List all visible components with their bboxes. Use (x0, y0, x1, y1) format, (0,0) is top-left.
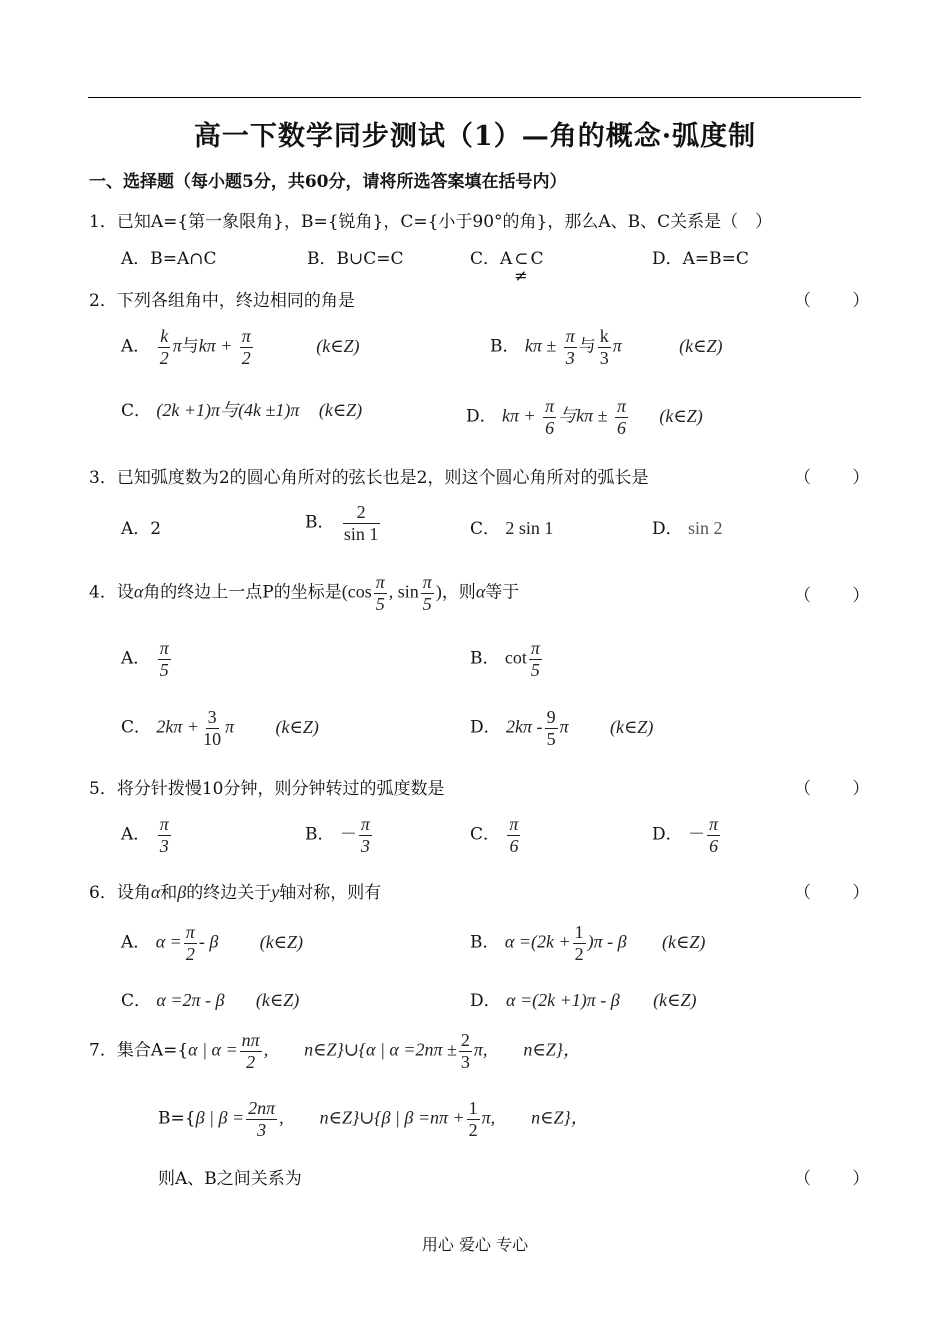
fraction (184, 922, 197, 964)
numerator: π (530, 638, 540, 658)
option-label: D． (470, 717, 501, 738)
option-label: A． (121, 932, 151, 953)
q1-option-d: D．A=B=C (652, 249, 749, 269)
numerator: k (160, 326, 169, 346)
numerator: 1 (574, 922, 584, 942)
math-term: ) (435, 581, 442, 602)
math-term: , n∈Z}∪{β | β =nπ + (279, 1107, 465, 1128)
math-term: (2k +1)π与(4k ±1)π (156, 400, 300, 420)
condition: (k∈Z) (679, 335, 723, 356)
denominator: 3 (460, 1051, 470, 1072)
numerator: π (509, 814, 519, 834)
denominator: 3 (360, 835, 370, 856)
denominator: 5 (159, 659, 169, 680)
denominator: 3 (257, 1119, 267, 1140)
q7-set-a (89, 1030, 581, 1072)
q3-option-d (652, 514, 723, 539)
q6-option-b (470, 922, 705, 964)
fraction (342, 502, 381, 544)
denominator: 2 (241, 347, 251, 368)
math-term: )π - β (587, 931, 627, 952)
stem-text: 6．设角 (89, 883, 151, 903)
math-term: β | β = (195, 1107, 245, 1128)
q1-stem: 1．已知A={第一象限角}，B={锐角}，C={小于90°的角}，那么A、B、C关系是（ ） (89, 212, 773, 232)
fraction (246, 1098, 277, 1140)
option-label: A． (121, 648, 151, 669)
stem-text: 角的终边上一点P的坐标是 (143, 582, 342, 603)
condition: (k∈Z) (653, 990, 697, 1010)
q4-option-c (121, 707, 319, 749)
q4-option-b (470, 638, 544, 680)
option-label: C． (121, 991, 152, 1011)
option-label: D． (652, 519, 683, 539)
q1-option-a: A．B=A∩C (121, 249, 217, 269)
fraction (598, 326, 611, 368)
math-term: (cos (341, 581, 372, 602)
q4-option-d (470, 707, 653, 749)
q1-option-b: B．B∪C=C (307, 249, 404, 269)
q6-option-d (470, 986, 696, 1011)
q3-option-a: A．2 (121, 519, 162, 539)
numerator: π (616, 396, 626, 416)
q5-option-b (305, 814, 374, 856)
numerator: 2nπ (248, 1098, 276, 1118)
denominator: 2 (246, 1051, 256, 1072)
math-term: β (177, 882, 187, 902)
q2-stem: 2．下列各组角中，终边相同的角是 (89, 291, 355, 311)
denominator: 5 (546, 728, 556, 749)
q2-option-d (466, 396, 703, 438)
math-term: α | α = (188, 1039, 238, 1060)
stem-text: 7．集合A={ (89, 1040, 189, 1061)
section-heading: 一、选择题（每小题5分，共60分，请将所选答案填在括号内） (89, 172, 567, 192)
q5-option-a (121, 814, 173, 856)
option-label: C． (470, 519, 501, 539)
q4-answer-paren: （ ） (794, 586, 888, 606)
math-term: , sin (388, 581, 419, 602)
math-term: kπ + (198, 335, 233, 356)
math-term: 与kπ ± (558, 405, 608, 426)
option-label: B． (470, 648, 500, 669)
fraction (201, 707, 223, 749)
option-label: D． (466, 406, 497, 427)
page-title: 高一下数学同步测试（1）—角的概念·弧度制 (193, 121, 757, 152)
denominator: 2 (468, 1119, 478, 1140)
stem-text: 等于 (485, 582, 520, 603)
fraction (707, 814, 720, 856)
numerator: π (241, 326, 251, 346)
fraction (529, 638, 542, 680)
math-term: , n∈Z}∪{α | α =2nπ ± (263, 1039, 457, 1060)
math-term: 2kπ + (156, 716, 200, 737)
fraction (573, 922, 586, 964)
q1-c-not-equal-symbol: ≠ (514, 266, 528, 285)
q7-set-b (158, 1098, 589, 1140)
denominator: 5 (375, 593, 385, 614)
condition: (k∈Z) (610, 716, 654, 737)
numerator: π (565, 326, 575, 346)
math-term: kπ ± (524, 335, 557, 356)
minus-sign: － (339, 824, 357, 845)
math-term: α = (155, 931, 182, 952)
denominator: 5 (530, 659, 540, 680)
fraction (467, 1098, 480, 1140)
math-term: π, n∈Z}， (473, 1039, 581, 1060)
q6-option-c (121, 986, 299, 1011)
denominator: 3 (159, 835, 169, 856)
q5-option-c (470, 814, 522, 856)
fraction (240, 326, 253, 368)
numerator: π (159, 638, 169, 658)
q3-answer-paren: （ ） (794, 468, 888, 488)
numerator: nπ (241, 1030, 260, 1050)
numerator: 9 (546, 707, 556, 727)
q1-option-c (470, 244, 544, 285)
denominator: 6 (709, 835, 719, 856)
math-term: π (612, 335, 622, 356)
option-label: A． (121, 824, 151, 845)
math-term: α (475, 581, 486, 602)
denominator: sin 1 (343, 523, 379, 544)
q6-option-a (121, 922, 303, 964)
option-label: A． (121, 336, 151, 357)
condition: (k∈Z) (316, 335, 360, 356)
denominator: 6 (616, 417, 626, 438)
header-rule (88, 97, 861, 98)
q3-option-c (470, 514, 553, 539)
stem-text: ，则 (441, 582, 476, 603)
q4-stem (89, 572, 519, 614)
numerator: π (360, 814, 370, 834)
q6-answer-paren: （ ） (794, 883, 888, 903)
fraction (545, 707, 558, 749)
math-term: α (150, 882, 161, 902)
numerator: π (422, 572, 432, 592)
math-term: π (559, 716, 569, 737)
numerator: 3 (207, 707, 217, 727)
numerator: π (375, 572, 385, 592)
stem-text: 轴对称，则有 (279, 883, 382, 903)
q5-stem: 5．将分针拨慢10分钟，则分钟转过的弧度数是 (89, 779, 445, 799)
math-term: kπ + (502, 405, 536, 426)
math-term: cot (504, 647, 527, 668)
fraction (507, 814, 520, 856)
option-label: B． (305, 824, 335, 845)
math-term: y (271, 882, 280, 902)
stem-text: 4．设 (89, 582, 134, 603)
connector-text: 与 (181, 336, 199, 357)
option-label: C． (470, 824, 501, 845)
q2-option-a (121, 326, 360, 368)
q1-c-prefix: C．A (470, 249, 513, 269)
numerator: 1 (468, 1098, 478, 1118)
q2-option-c (121, 396, 362, 422)
math-term: π, n∈Z}， (481, 1107, 589, 1128)
denominator: 3 (599, 347, 609, 368)
denominator: 6 (509, 835, 519, 856)
condition: (k∈Z) (255, 990, 300, 1010)
numerator: π (159, 814, 169, 834)
option-label: B． (470, 932, 500, 953)
math-term: α =(2k +1)π - β (506, 990, 620, 1010)
page-footer: 用心 爱心 专心 (421, 1235, 529, 1254)
option-label: D． (652, 824, 683, 845)
math-term: - β (198, 931, 219, 952)
minus-sign: － (688, 824, 706, 845)
numerator: π (709, 814, 719, 834)
q2-answer-paren: （ ） (794, 291, 888, 311)
denominator: 2 (574, 943, 584, 964)
q2-option-b (490, 326, 722, 368)
fraction (459, 1030, 472, 1072)
math-term: 2 sin 1 (505, 518, 554, 538)
q6-stem (89, 878, 381, 903)
option-label: B． (305, 512, 335, 533)
fraction (421, 572, 434, 614)
q5-answer-paren: （ ） (794, 779, 888, 799)
option-label: B． (490, 336, 520, 357)
fraction (543, 396, 556, 438)
numerator: 2 (343, 502, 380, 524)
q4-option-a (121, 638, 173, 680)
option-label: C． (121, 717, 152, 738)
numerator: π (185, 922, 195, 942)
fraction (240, 1030, 262, 1072)
condition: (k∈Z) (259, 931, 304, 952)
fraction (158, 814, 171, 856)
denominator: 6 (545, 417, 555, 438)
math-term: sin 2 (688, 518, 723, 538)
fraction (158, 326, 171, 368)
fraction (359, 814, 372, 856)
q5-option-d (652, 814, 722, 856)
stem-text: B={ (158, 1108, 196, 1129)
option-label: D． (470, 991, 501, 1011)
fraction (564, 326, 577, 368)
math-term: α =2π - β (156, 990, 225, 1010)
fraction (374, 572, 387, 614)
q7-answer-paren: （ ） (794, 1169, 888, 1189)
math-term: α (133, 581, 144, 602)
q1-c-suffix: C (530, 249, 544, 269)
numerator: k (599, 326, 609, 346)
q3-stem: 3．已知弧度数为2的圆心角所对的弦长也是2，则这个圆心角所对的弧长是 (89, 468, 649, 488)
denominator: 5 (422, 593, 432, 614)
connector-text: 与 (578, 336, 596, 357)
condition: (k∈Z) (318, 400, 363, 420)
condition: (k∈Z) (662, 931, 706, 952)
math-term: π (225, 716, 235, 737)
stem-text: 和 (160, 883, 178, 903)
math-term: π (172, 335, 182, 356)
q3-option-b (305, 502, 382, 544)
q7-tail: 则A、B之间关系为 (158, 1169, 302, 1189)
numerator: π (545, 396, 555, 416)
option-label: C． (121, 401, 152, 421)
math-term: 2kπ - (506, 716, 543, 737)
condition: (k∈Z) (275, 716, 319, 737)
denominator: 2 (185, 943, 195, 964)
denominator: 10 (203, 728, 222, 749)
condition: (k∈Z) (659, 405, 703, 426)
denominator: 3 (565, 347, 575, 368)
q1-c-subset-symbol: ⊂ (514, 249, 529, 269)
fraction (158, 638, 171, 680)
stem-text: 的终边关于 (186, 883, 272, 903)
denominator: 2 (159, 347, 169, 368)
math-term: α =(2k + (504, 931, 571, 952)
fraction (615, 396, 628, 438)
numerator: 2 (460, 1030, 470, 1050)
